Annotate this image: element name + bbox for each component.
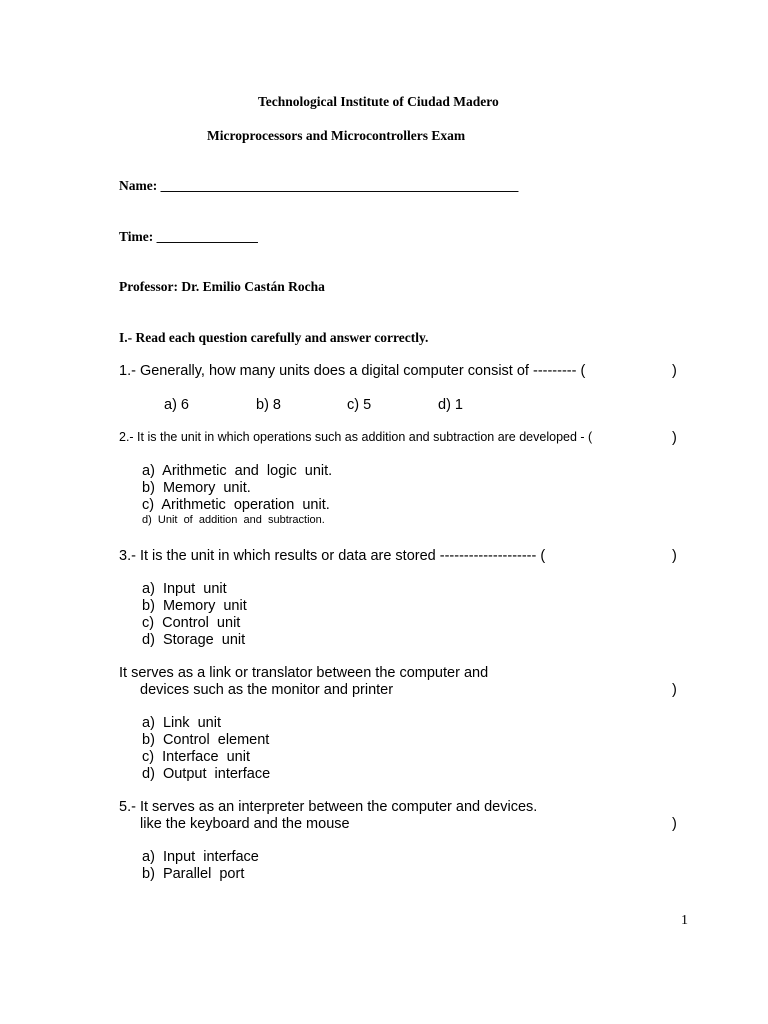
exam-title: Microprocessors and Microcontrollers Exam <box>207 128 466 143</box>
question-4-option-b: b) Control element <box>142 732 270 748</box>
page-number: 1 <box>681 913 688 928</box>
question-5-option-a: a) Input interface <box>142 849 259 865</box>
question-3-text: 3.- It is the unit in which results or data are stored -------------------- ( <box>119 548 546 564</box>
question-2-text: 2.- It is the unit in which operations such as addition and subtraction are developed - ( <box>119 430 593 444</box>
question-5-text-line-2: like the keyboard and the mouse <box>140 816 350 832</box>
question-3-option-d: d) Storage unit <box>142 632 246 648</box>
question-5-close-paren: ) <box>672 816 677 832</box>
question-1-option-a: a) 6 <box>164 397 189 413</box>
question-2-option-d: d) Unit of addition and subtraction. <box>142 514 325 526</box>
institute-title: Technological Institute of Ciudad Madero <box>258 94 499 109</box>
question-4-option-c: c) Interface unit <box>142 749 250 765</box>
section-instructions: I.- Read each question carefully and answer correctly. <box>119 330 429 345</box>
question-1-option-b: b) 8 <box>256 397 281 413</box>
question-3-option-b: b) Memory unit <box>142 598 247 614</box>
question-3-option-c: c) Control unit <box>142 615 241 631</box>
question-1-option-d: d) 1 <box>438 397 463 413</box>
professor-line: Professor: Dr. Emilio Castán Rocha <box>119 279 325 294</box>
question-4-option-a: a) Link unit <box>142 715 221 731</box>
question-3-close-paren: ) <box>672 548 677 564</box>
time-field: Time: _______________ <box>119 229 258 244</box>
question-5-option-b: b) Parallel port <box>142 866 245 882</box>
question-1-text: 1.- Generally, how many units does a digital computer consist of --------- ( <box>119 363 586 379</box>
question-1-option-c: c) 5 <box>347 397 372 413</box>
question-2-option-c: c) Arithmetic operation unit. <box>142 497 330 513</box>
question-3-option-a: a) Input unit <box>142 581 227 597</box>
question-1-close-paren: ) <box>672 363 677 379</box>
question-2-option-b: b) Memory unit. <box>142 480 251 496</box>
name-field: Name: _____________________________________________________ <box>119 178 519 193</box>
question-4-text-line-1: It serves as a link or translator between the computer and <box>119 665 489 681</box>
question-4-option-d: d) Output interface <box>142 766 271 782</box>
question-2-close-paren: ) <box>672 430 677 446</box>
question-2-option-a: a) Arithmetic and logic unit. <box>142 463 333 479</box>
question-5-text-line-1: 5.- It serves as an interpreter between the computer and devices. <box>119 799 538 815</box>
question-4-close-paren: ) <box>672 682 677 698</box>
question-4-text-line-2: devices such as the monitor and printer <box>140 682 394 698</box>
